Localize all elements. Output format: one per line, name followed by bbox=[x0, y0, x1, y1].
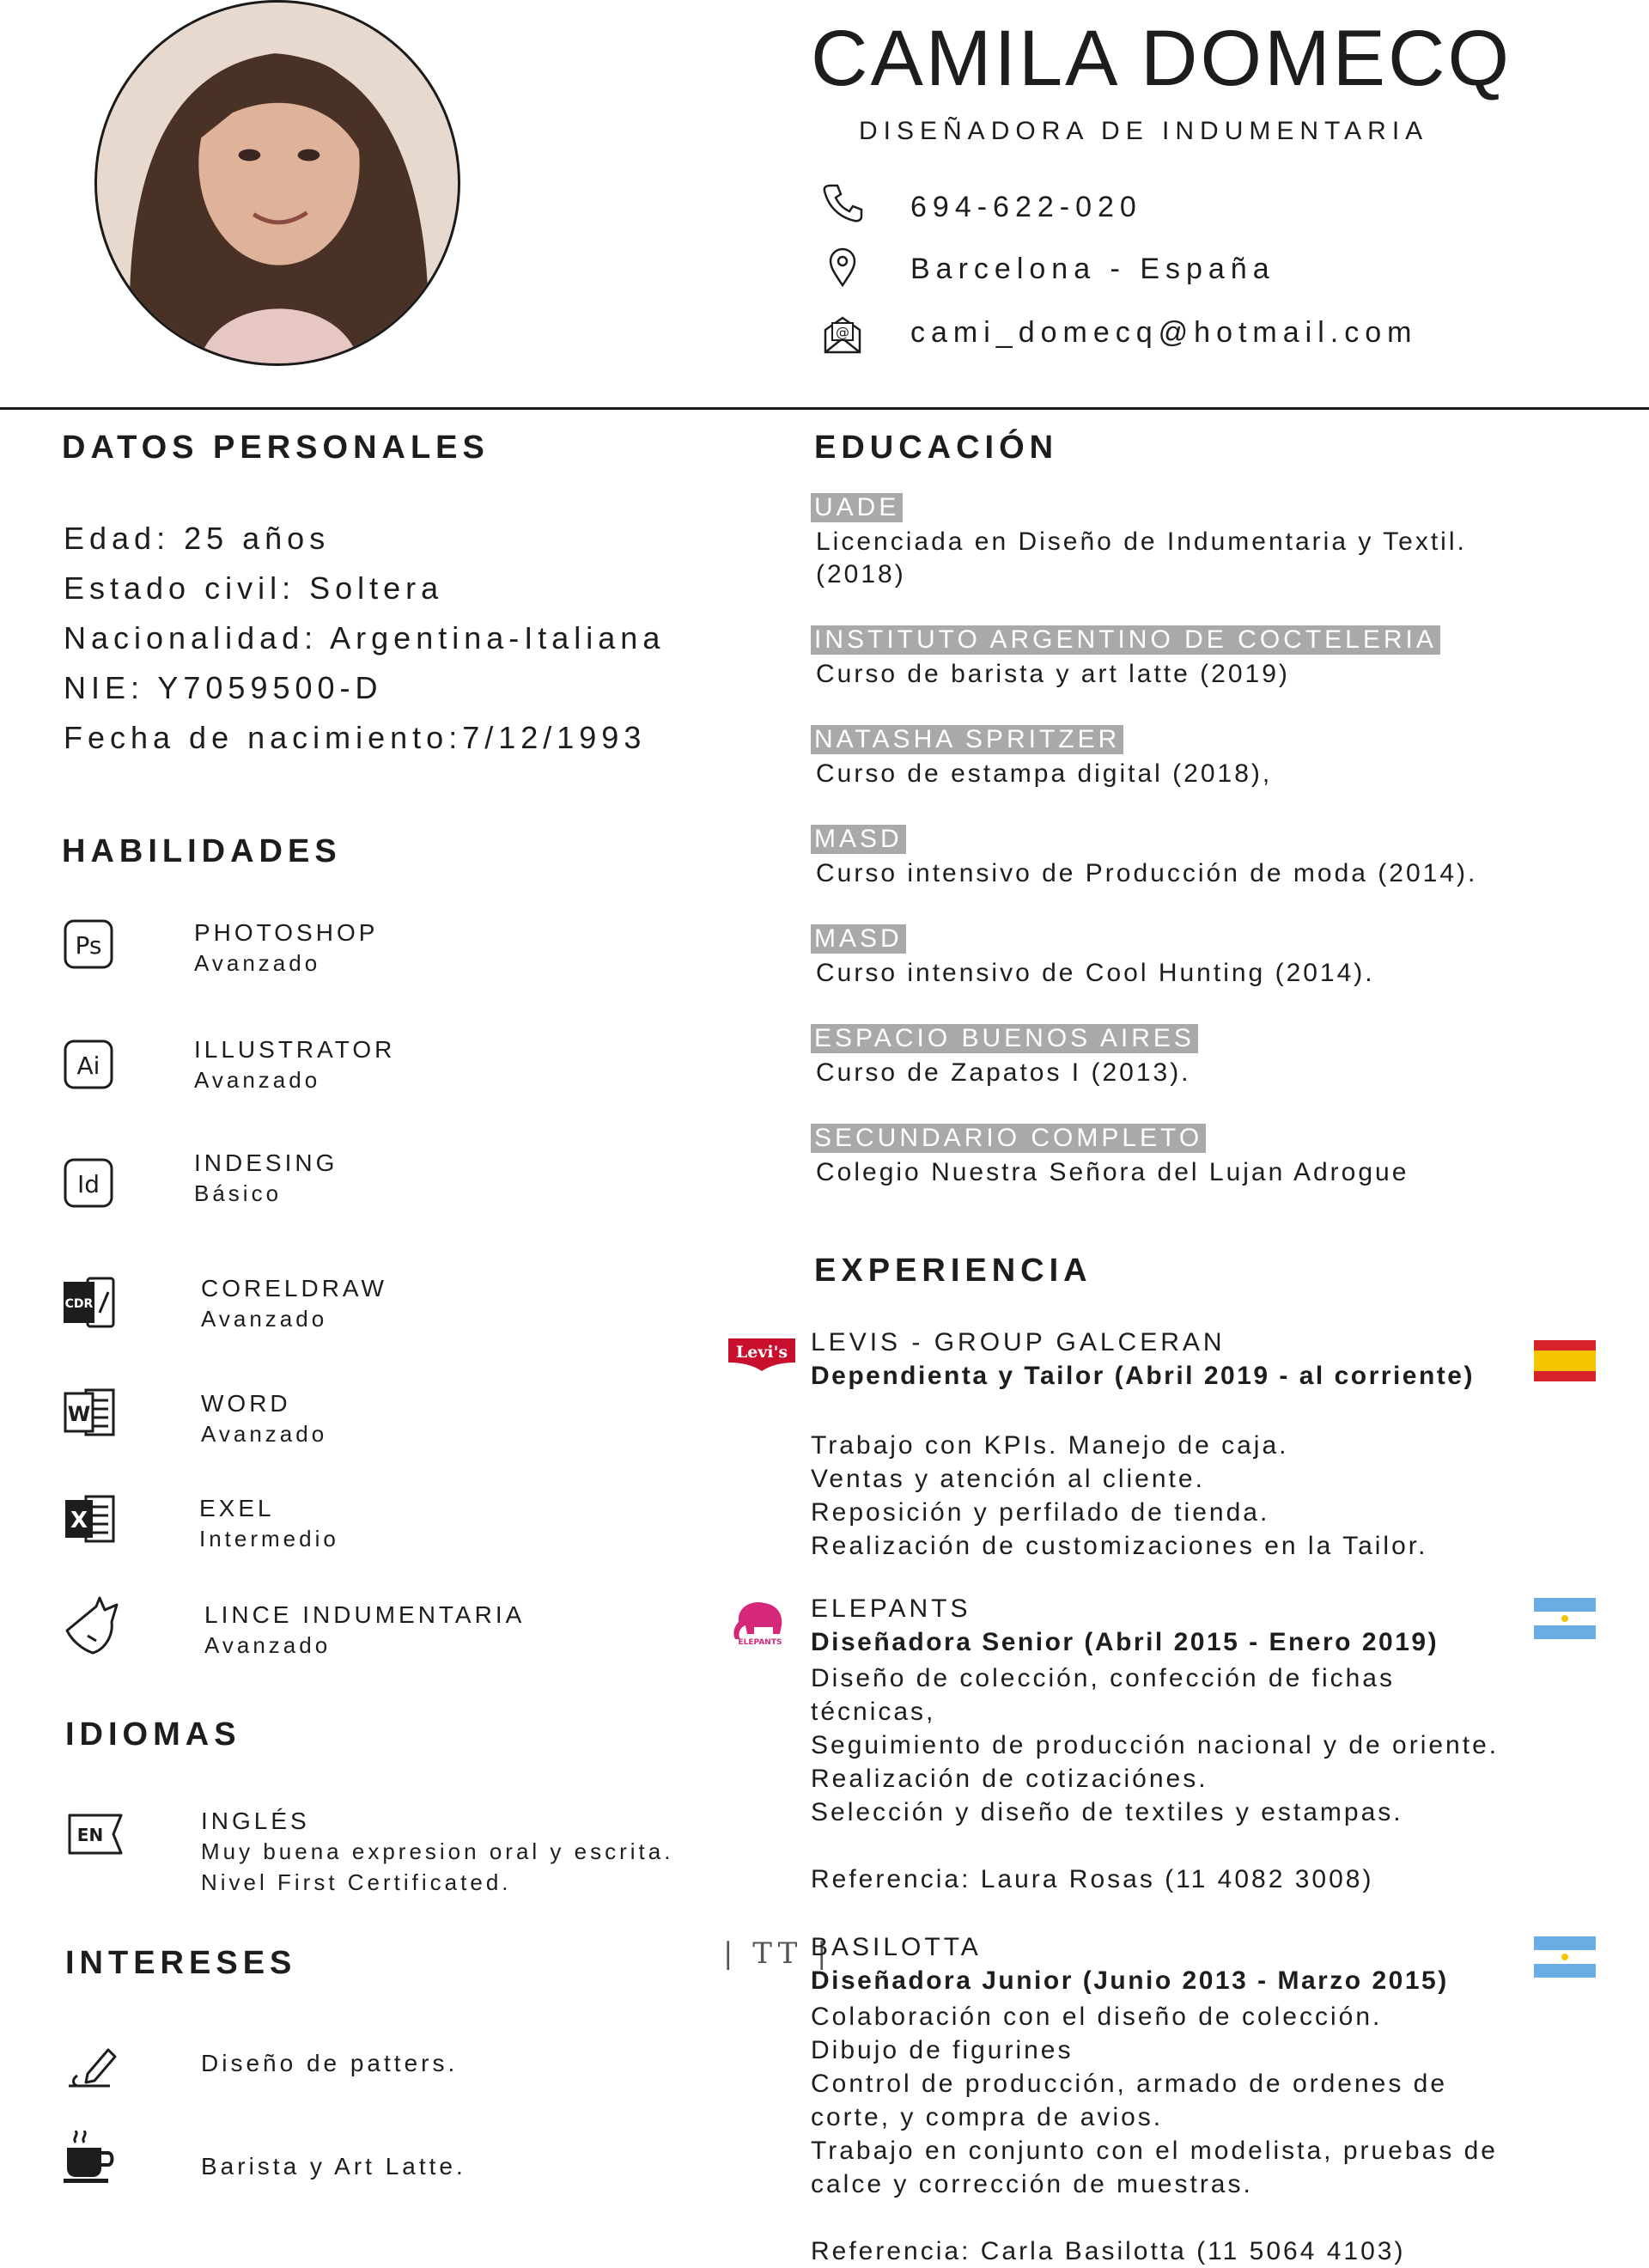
education-detail: Licenciada en Diseño de Indumentaria y Textil. bbox=[816, 527, 1467, 556]
skill-level: Avanzado bbox=[201, 1421, 328, 1447]
education-institution: MASD bbox=[811, 924, 906, 954]
experience-role: Diseñadora Senior (Abril 2015 - Enero 2019) bbox=[811, 1628, 1439, 1656]
skill-name: CORELDRAW bbox=[201, 1275, 387, 1302]
coreldraw-glyph: CDR bbox=[64, 1297, 94, 1311]
word-glyph: W bbox=[67, 1402, 91, 1426]
interests-section-title: INTERESES bbox=[65, 1945, 297, 1981]
word-icon bbox=[62, 1385, 117, 1440]
interest-text: Barista y Art Latte. bbox=[201, 2153, 466, 2180]
experience-line: Selección y diseño de textiles y estampas. bbox=[811, 1798, 1403, 1826]
experience-line bbox=[811, 1395, 1427, 1429]
education-institution: ESPACIO BUENOS AIRES bbox=[811, 1024, 1198, 1053]
experience-line: Seguimiento de producción nacional y de oriente. bbox=[811, 1731, 1500, 1759]
illustrator-glyph: Ai bbox=[76, 1052, 100, 1080]
skill-level: Avanzado bbox=[201, 1306, 328, 1332]
experience-line: técnicas, bbox=[811, 1698, 936, 1726]
spain-flag-icon bbox=[1534, 1340, 1596, 1381]
skill-level: Avanzado bbox=[194, 950, 321, 976]
experience-line: Trabajo en conjunto con el modelista, pruebas de bbox=[811, 2137, 1498, 2165]
education-detail: Curso intensivo de Producción de moda (2014). bbox=[816, 859, 1478, 887]
lynx-icon bbox=[62, 1596, 122, 1656]
levis-logo bbox=[727, 1337, 797, 1371]
experience-line: Referencia: Carla Basilotta (11 5064 4103) bbox=[811, 2237, 1406, 2265]
education-institution: SECUNDARIO COMPLETO bbox=[811, 1124, 1206, 1153]
skill-level: Básico bbox=[194, 1180, 283, 1206]
contact-phone[interactable]: 694-622-020 bbox=[910, 191, 1142, 223]
experience-company: BASILOTTA bbox=[811, 1933, 982, 1961]
skill-name: PHOTOSHOP bbox=[194, 919, 379, 946]
experience-line: Realización de cotizaciónes. bbox=[811, 1765, 1208, 1793]
excel-icon bbox=[62, 1491, 117, 1546]
levis-logo-text: Levi's bbox=[735, 1343, 788, 1362]
personal-nationality: Nacionalidad: Argentina-Italiana bbox=[64, 620, 666, 655]
experience-line: Dibujo de figurines bbox=[811, 2036, 1074, 2064]
education-institution: MASD bbox=[811, 825, 906, 854]
education-detail: Curso de barista y art latte (2019) bbox=[816, 660, 1290, 688]
profile-photo-illustration bbox=[97, 3, 458, 363]
skill-name: WORD bbox=[201, 1390, 291, 1417]
experience-line: Ventas y atención al cliente. bbox=[811, 1465, 1205, 1493]
education-institution: NATASHA SPRITZER bbox=[811, 725, 1123, 754]
experience-line bbox=[811, 1829, 1499, 1863]
experience-line: Diseño de colección, confección de fichas bbox=[811, 1664, 1395, 1692]
illustrator-icon bbox=[62, 1038, 117, 1093]
experience-line: Reposición y perfilado de tienda. bbox=[811, 1498, 1270, 1527]
pencil-icon bbox=[65, 2045, 120, 2089]
phone-icon bbox=[820, 180, 865, 225]
experience-line: Trabajo con KPIs. Manejo de caja. bbox=[811, 1431, 1289, 1460]
education-detail: Colegio Nuestra Señora del Lujan Adrogue bbox=[816, 1158, 1409, 1186]
skills-section-title: HABILIDADES bbox=[62, 833, 342, 869]
language-detail: Muy buena expresion oral y escrita. bbox=[201, 1838, 674, 1864]
english-glyph: EN bbox=[76, 1825, 104, 1845]
experience-line: Control de producción, armado de ordenes de bbox=[811, 2070, 1448, 2098]
language-name: INGLÉS bbox=[201, 1808, 310, 1834]
education-section-title: EDUCACIÓN bbox=[814, 430, 1059, 466]
indesign-glyph: Id bbox=[76, 1170, 100, 1198]
elepants-logo-text: ELEPANTS bbox=[738, 1638, 782, 1646]
interest-text: Diseño de patters. bbox=[201, 2050, 459, 2076]
skill-name: EXEL bbox=[199, 1495, 275, 1521]
argentina-flag-icon bbox=[1534, 1598, 1596, 1639]
coffee-cup-icon bbox=[64, 2131, 124, 2184]
experience-line: calce y corrección de muestras. bbox=[811, 2170, 1253, 2198]
experience-line bbox=[811, 2201, 1498, 2234]
experience-line: Realización de customizaciones en la Tailor. bbox=[811, 1532, 1428, 1560]
skill-level: Intermedio bbox=[199, 1526, 339, 1552]
indesign-icon bbox=[62, 1156, 117, 1211]
experience-role: Diseñadora Junior (Junio 2013 - Marzo 2015) bbox=[811, 1966, 1449, 1995]
skill-name: ILLUSTRATOR bbox=[194, 1036, 396, 1063]
personal-section-title: DATOS PERSONALES bbox=[62, 430, 490, 466]
candidate-role: DISEÑADORA DE INDUMENTARIA bbox=[859, 117, 1429, 145]
excel-glyph: X bbox=[70, 1508, 88, 1533]
language-detail: Nivel First Certificated. bbox=[201, 1869, 512, 1895]
contact-location: Barcelona - España bbox=[910, 253, 1275, 285]
english-flag-icon bbox=[67, 1813, 124, 1856]
photoshop-glyph: Ps bbox=[75, 931, 102, 960]
experience-company: LEVIS - GROUP GALCERAN bbox=[811, 1328, 1226, 1357]
experience-company: ELEPANTS bbox=[811, 1594, 971, 1623]
skill-level: Avanzado bbox=[194, 1067, 321, 1093]
personal-civil-status: Estado civil: Soltera bbox=[64, 570, 444, 606]
experience-description bbox=[811, 1661, 1499, 1896]
personal-birthdate: Fecha de nacimiento:7/12/1993 bbox=[64, 720, 647, 755]
experience-line: corte, y compra de avios. bbox=[811, 2103, 1164, 2131]
candidate-name: CAMILA DOMECQ bbox=[811, 15, 1512, 102]
languages-section-title: IDIOMAS bbox=[65, 1716, 241, 1753]
argentina-flag-icon bbox=[1534, 1936, 1596, 1978]
education-detail: Curso intensivo de Cool Hunting (2014). bbox=[816, 959, 1375, 987]
header-divider bbox=[0, 407, 1649, 410]
email-icon bbox=[820, 313, 865, 357]
personal-nie: NIE: Y7059500-D bbox=[64, 670, 383, 705]
personal-details bbox=[64, 514, 665, 763]
photoshop-icon bbox=[62, 918, 117, 972]
experience-line: Referencia: Laura Rosas (11 4082 3008) bbox=[811, 1865, 1374, 1893]
skill-name: LINCE INDUMENTARIA bbox=[204, 1601, 526, 1628]
personal-age: Edad: 25 años bbox=[64, 521, 331, 556]
elepants-logo bbox=[730, 1596, 790, 1646]
education-detail: Curso de Zapatos I (2013). bbox=[816, 1058, 1191, 1087]
skill-name: INDESING bbox=[194, 1149, 338, 1176]
experience-description bbox=[811, 2000, 1498, 2268]
experience-role: Dependienta y Tailor (Abril 2019 - al corriente) bbox=[811, 1362, 1475, 1390]
experience-line: Colaboración con el diseño de colección. bbox=[811, 2003, 1383, 2031]
education-institution: INSTITUTO ARGENTINO DE COCTELERIA bbox=[811, 625, 1440, 655]
coreldraw-icon bbox=[62, 1275, 117, 1330]
education-institution: UADE bbox=[811, 493, 903, 522]
profile-photo bbox=[94, 0, 460, 366]
experience-section-title: EXPERIENCIA bbox=[814, 1253, 1092, 1289]
education-detail: (2018) bbox=[816, 560, 906, 588]
experience-description bbox=[811, 1395, 1427, 1563]
education-detail: Curso de estampa digital (2018), bbox=[816, 759, 1273, 788]
location-pin-icon bbox=[820, 244, 865, 289]
svg-text:@: @ bbox=[836, 324, 849, 340]
basilotta-logo: | TT | bbox=[723, 1936, 832, 1971]
skill-level: Avanzado bbox=[204, 1632, 332, 1658]
contact-email[interactable]: cami_domecq@hotmail.com bbox=[910, 316, 1418, 349]
